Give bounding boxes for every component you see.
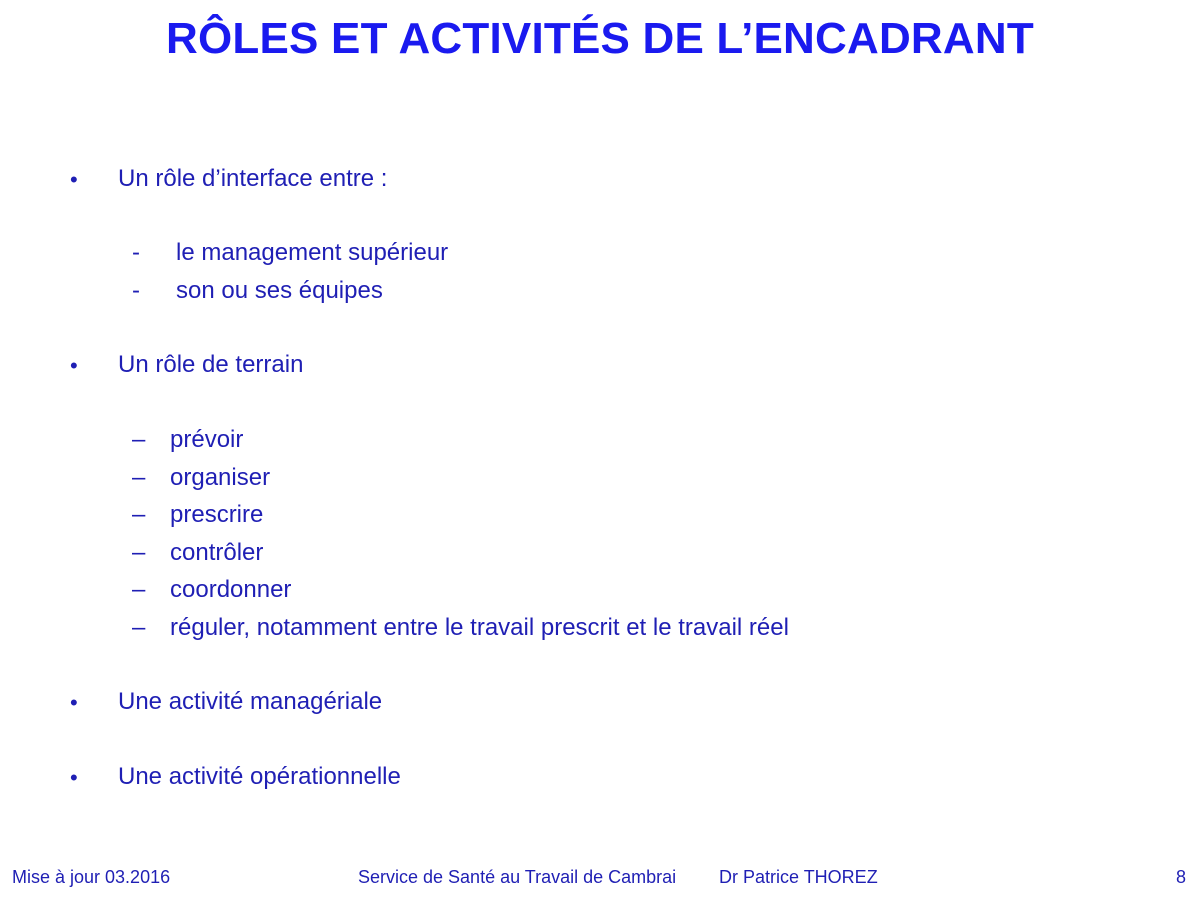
bullet-2: • [70, 353, 78, 378]
sub-2-5-marker: – [132, 576, 146, 603]
section-4-text: Une activité opérationnelle [118, 763, 401, 790]
footer-service: Service de Santé au Travail de Cambrai [358, 867, 677, 887]
sub-2-2-text: organiser [170, 464, 271, 491]
sub-2-6-text: réguler, notamment entre le travail prescrit et le travail réel [170, 614, 789, 641]
sub-2-6-marker: – [132, 614, 146, 641]
slide-title: RÔLES ET ACTIVITÉS DE L’ENCADRANT [166, 14, 1034, 63]
footer-update-date: Mise à jour 03.2016 [12, 867, 171, 887]
sub-2-3-marker: – [132, 501, 146, 528]
sub-2-4-marker: – [132, 539, 146, 566]
sub-1-1-text: le management supérieur [176, 239, 449, 266]
bullet-3: • [70, 690, 78, 715]
sub-2-4-text: contrôler [170, 539, 264, 566]
section-2-text: Un rôle de terrain [118, 351, 304, 378]
section-3-text: Une activité managériale [118, 688, 383, 715]
sub-2-1-text: prévoir [170, 426, 244, 453]
bullet-4: • [70, 765, 78, 790]
sub-1-1-marker: - [132, 239, 140, 266]
footer-page-number: 8 [1176, 867, 1187, 887]
sub-2-5-text: coordonner [170, 576, 292, 603]
footer-author: Dr Patrice THOREZ [719, 867, 878, 887]
sub-2-2-marker: – [132, 464, 146, 491]
sub-2-3-text: prescrire [170, 501, 264, 528]
sub-1-2-marker: - [132, 277, 140, 304]
sub-1-2-text: son ou ses équipes [176, 277, 383, 304]
bullet-1: • [70, 167, 78, 192]
section-1-text: Un rôle d’interface entre : [118, 165, 388, 192]
sub-2-1-marker: – [132, 426, 146, 453]
